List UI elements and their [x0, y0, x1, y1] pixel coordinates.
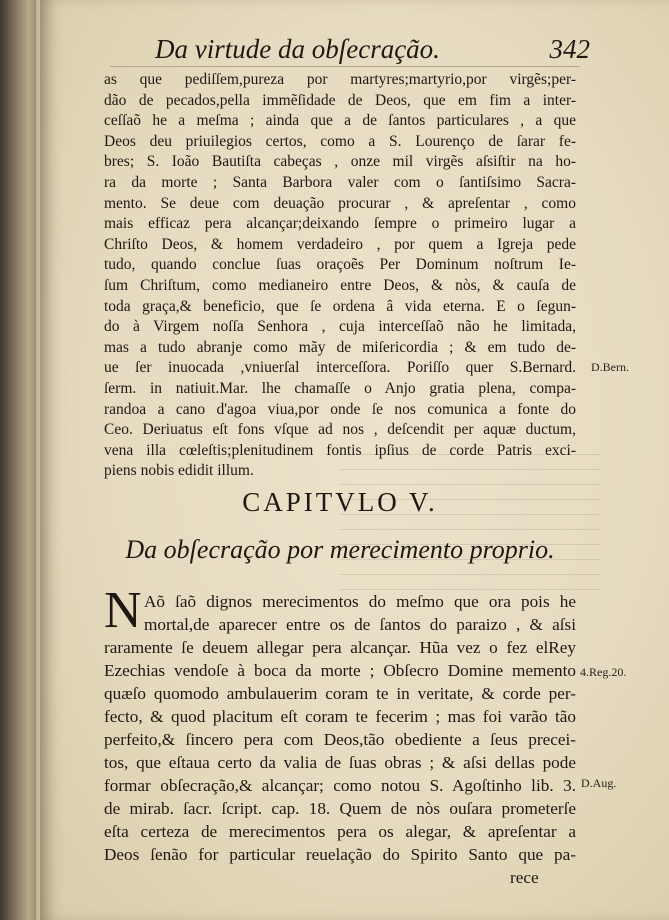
text-line: ſerm. in natiuit.Mar. lhe chamaſſe o Anjo gratia plena, compa- [104, 380, 576, 397]
text-line: Deos ſenão for particular reuelação do Spirito Santo que pa- [104, 845, 576, 864]
text-line: Deos deu priuilegios certos, como a S. Lourenço de ſarar fe- [104, 132, 576, 150]
page-number: 342 [549, 34, 590, 64]
margin-note: D.Bern. [591, 360, 629, 374]
previous-page-edge [0, 0, 36, 920]
running-title: Da virtude da obſecração. [155, 34, 440, 64]
text-line: bres; S. Ioão Bautiſta cabeças , onze mil virgẽs aſsiſtir na ho- [104, 153, 576, 171]
catchword: rece [510, 868, 539, 887]
text-line: fecto, & quod placitum eſt coram te fecerim ; mas foi varão tão [104, 707, 576, 726]
text-line: tudo, quando conclue ſuas oraçoẽs Per Dominum noſtrum Ie- [104, 256, 576, 274]
text-line: formar obſecração,& alcançar; como notou S. Agoſtinho lib. 3. [104, 776, 576, 795]
text-line: quæſo quomodo ambulauerim coram te in veritate, & corde per- [104, 684, 576, 703]
text-line: Chriſto Deos, & homem verdadeiro , por quem a Igreja pede [104, 235, 576, 253]
text-line: tos, que eſtaua certo da valia de ſuas obras ; & aſsi dellas pode [104, 753, 576, 772]
text-line: piens nobis edidit illum. [104, 462, 254, 480]
text-line: ceſſaõ he a meſma ; ainda que a de ſantos particulares , a que [104, 112, 576, 130]
text-line: vena illa cœleſtis;plenitudinem fontis ipſius de corde Patris exci- [104, 441, 576, 459]
text-line: mento. Se deue com deuação procurar , & apreſentar , como [104, 194, 576, 212]
text-line: eſta certeza de merecimentos pera os alegar, & apreſentar a [104, 822, 576, 841]
text-line: mais efficaz pera alcançar;deixando ſempre o primeiro lugar a [104, 215, 576, 233]
text-line: randoa a cano d'agoa viua,por onde ſe nos comunica a fonte do [104, 400, 576, 418]
running-header [155, 34, 590, 68]
text-line: ſum Chriſtum, como medianeiro entre Deos, & nòs, & cauſa de [104, 277, 576, 294]
header-rule [110, 66, 580, 67]
margin-note: 4.Reg.20. [580, 665, 627, 679]
text-line: Ceo. Deriuatus eſt fons vſque ad nos , deſcendit per aquæ ductum, [104, 421, 576, 439]
text-line: mortal,de aparecer entre os de ſantos do paraizo , & aſsi [144, 615, 576, 634]
text-line: as que pediſſem,pureza por martyres;martyrio,por virgẽs;per- [104, 71, 576, 88]
text-line: toda graça,& beneficio, que ſe ordena â vida eterna. E o ſegun- [104, 297, 576, 315]
margin-note: D.Aug. [581, 776, 617, 790]
text-line: Ezechias vendoſe à boca da morte ; Obſecro Domine memento [104, 661, 576, 680]
text-line: ra da morte ; Santa Barbora valer com o ſantiſsimo Sacra- [104, 174, 576, 191]
text-line: Aõ ſaõ dignos merecimentos do meſmo que ora pois he [144, 592, 576, 611]
text-line: do à Virgem noſſa Senhora , cuja interceſſaõ não he limitada, [104, 318, 576, 336]
text-line: de mirab. ſacr. ſcript. cap. 18. Quem de nòs ouſara prometerſe [104, 799, 576, 818]
chapter-heading: CAPITVLO V. [242, 487, 438, 517]
page [40, 0, 669, 920]
chapter-subtitle: Da obſecração por merecimento proprio. [125, 535, 555, 564]
text-line: ue ſer inuocada ,vniuerſal interceſſora. Poriſſo quer S.Bernard. [104, 359, 576, 377]
text-line: mas a tudo abranje como mãy de miſericordia ; & em tudo de- [104, 338, 576, 356]
text-line: raramente ſe deuem allegar pera alcançar. Hũa vez o fez elRey [104, 638, 576, 657]
text-line: perfeito,& ſincero pera com Deos,tão obediente a ſeus precei- [104, 730, 576, 749]
text-line: dão de pecados,pella immẽſidade de Deos, que em fim a inter- [104, 91, 576, 109]
drop-initial: N [104, 582, 142, 639]
